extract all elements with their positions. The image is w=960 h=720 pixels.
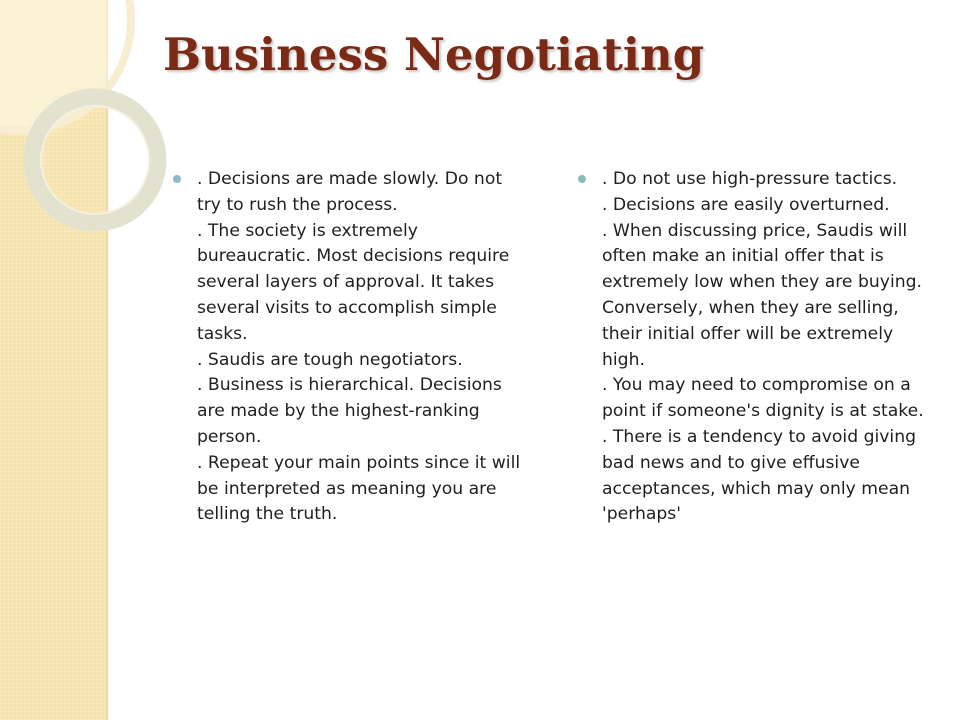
bullet-icon bbox=[578, 175, 586, 183]
text-line: . When discussing price, Saudis will bbox=[602, 220, 908, 241]
text-line: point if someone's dignity is at stake. bbox=[602, 401, 924, 422]
ring-inner-ornament bbox=[41, 106, 149, 214]
ring-ornament bbox=[32, 97, 158, 223]
text-line: . You may need to compromise on a bbox=[602, 375, 911, 396]
slide-title: Business Negotiating bbox=[163, 28, 705, 81]
left-bullet-column bbox=[173, 167, 536, 528]
text-line: . There is a tendency to avoid giving bbox=[602, 426, 916, 447]
text-line: . Repeat your main points since it will bbox=[197, 452, 521, 473]
text-line: their initial offer will be extremely bbox=[602, 323, 894, 344]
text-line: extremely low when they are buying. bbox=[602, 272, 922, 293]
text-line: high. bbox=[602, 349, 645, 370]
text-line: several layers of approval. It takes bbox=[197, 272, 495, 293]
text-line: bureaucratic. Most decisions require bbox=[197, 246, 510, 267]
text-line: . The society is extremely bbox=[197, 220, 418, 241]
decorative-circles bbox=[0, 0, 170, 260]
text-line: telling the truth. bbox=[197, 504, 338, 525]
text-line: often make an initial offer that is bbox=[602, 246, 884, 267]
text-line: 'perhaps' bbox=[602, 504, 681, 525]
text-line: Conversely, when they are selling, bbox=[602, 297, 899, 318]
text-line: are made by the highest-ranking bbox=[197, 401, 480, 422]
text-line: be interpreted as meaning you are bbox=[197, 478, 497, 499]
bullet-icon bbox=[173, 175, 181, 183]
right-bullet-column bbox=[578, 167, 938, 528]
text-line: acceptances, which may only mean bbox=[602, 478, 910, 499]
text-line: . Decisions are easily overturned. bbox=[602, 194, 890, 215]
text-line: . Decisions are made slowly. Do not bbox=[197, 169, 503, 189]
text-line: . Business is hierarchical. Decisions bbox=[197, 375, 502, 396]
text-line: try to rush the process. bbox=[197, 194, 398, 215]
text-line: person. bbox=[197, 426, 262, 447]
text-line: . Do not use high-pressure tactics. bbox=[602, 169, 898, 189]
right-bullet-text bbox=[602, 167, 938, 528]
left-bullet-text bbox=[197, 167, 536, 528]
text-line: tasks. bbox=[197, 323, 248, 344]
text-line: bad news and to give effusive bbox=[602, 452, 860, 473]
text-line: several visits to accomplish simple bbox=[197, 297, 497, 318]
text-line: . Saudis are tough negotiators. bbox=[197, 349, 463, 370]
